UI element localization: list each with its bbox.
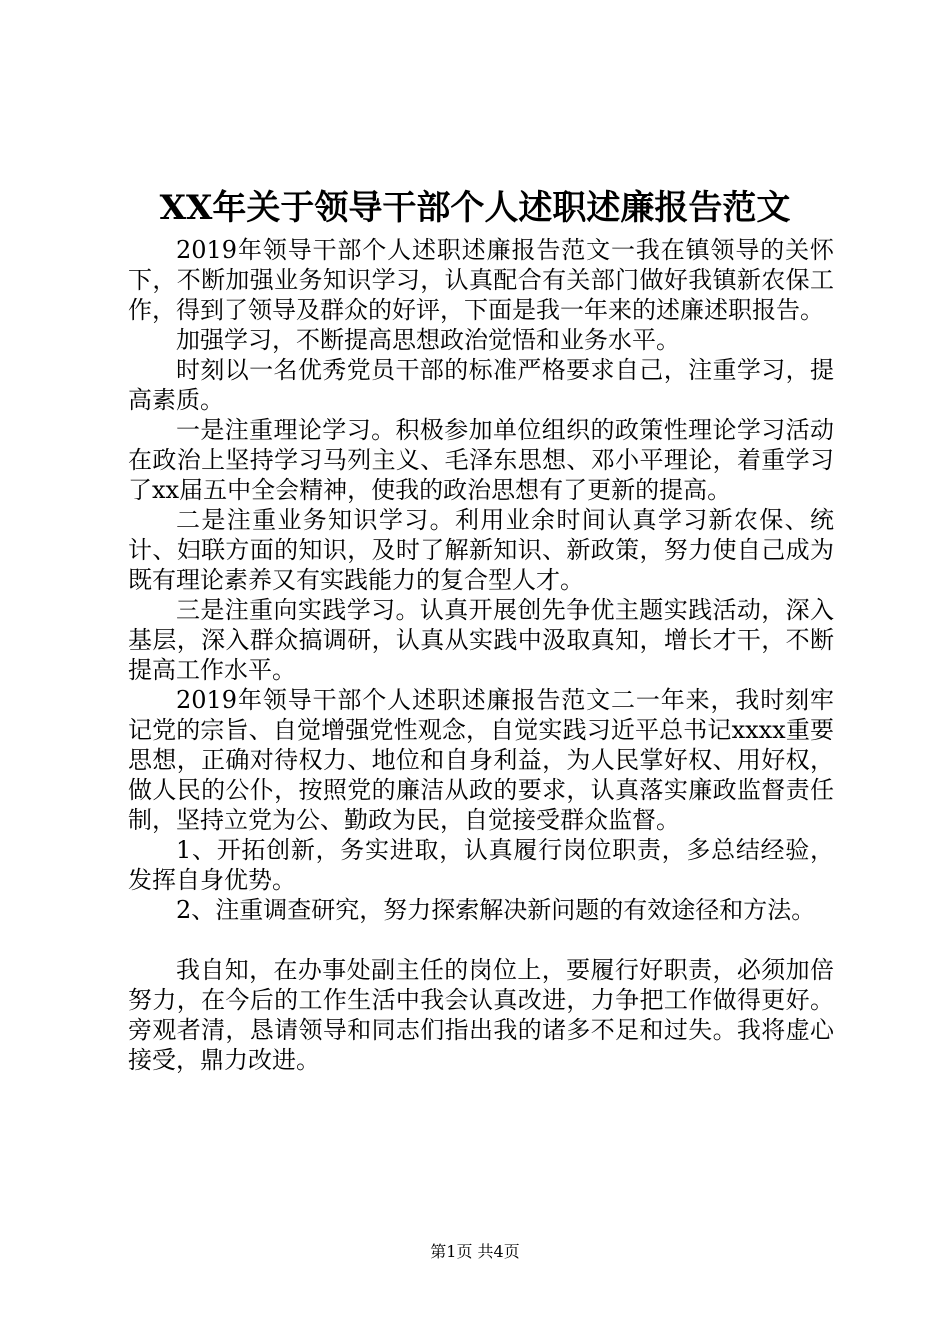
page-number-footer: 第1页 共4页 (430, 1242, 520, 1261)
paragraph-point-two: 2、注重调查研究，努力探索解决新问题的有效途径和方法。 (176, 896, 816, 924)
paragraph-self-discipline: 时刻以一名优秀党员干部的标准严格要求自己，注重学习，提高素质。 (128, 356, 834, 414)
paragraph-intro: 2019年领导干部个人述职述廉报告范文一我在镇领导的关怀下，不断加强业务知识学习，认真配合有关部门做好我镇新农保工作，得到了领导及群众的好评，下面是我一年来的述廉述职报告。 (128, 236, 834, 324)
paragraph-business-study: 二是注重业务知识学习。利用业余时间认真学习新农保、统计、妇联方面的知识，及时了解新知识、新政策，努力使自己成为既有理论素养又有实践能力的复合型人才。 (128, 506, 834, 594)
paragraph-theory-study: 一是注重理论学习。积极参加单位组织的政策性理论学习活动在政治上坚持学习马列主义、毛泽东思想、邓小平理论，着重学习了xx届五中全会精神，使我的政治思想有了更新的提高。 (128, 416, 834, 504)
document-body (128, 235, 834, 1075)
paragraph-study-heading: 加强学习，不断提高思想政治觉悟和业务水平。 (176, 326, 680, 354)
paragraph-sample-two: 2019年领导干部个人述职述廉报告范文二一年来，我时刻牢记党的宗旨、自觉增强党性观念，自觉实践习近平总书记xxxx重要思想，正确对待权力、地位和自身利益，为人民掌好权、用好权，做人民的公仆，按照党的廉洁从政的要求，认真落实廉政监督责任制，坚持立党为公、勤政为民，自觉接受群众监督。 (128, 686, 834, 834)
paragraph-point-one: 1、开拓创新，务实进取，认真履行岗位职责，多总结经验，发挥自身优势。 (128, 836, 834, 894)
document-title: XX年关于领导干部个人述职述廉报告范文 (159, 188, 791, 228)
paragraph-conclusion: 我自知，在办事处副主任的岗位上，要履行好职责，必须加倍努力，在今后的工作生活中我会认真改进，力争把工作做得更好。旁观者清，恳请领导和同志们指出我的诸多不足和过失。我将虚心接受，鼎力改进。 (128, 956, 834, 1074)
paragraph-practice-study: 三是注重向实践学习。认真开展创先争优主题实践活动，深入基层，深入群众搞调研，认真从实践中汲取真知，增长才干，不断提高工作水平。 (128, 596, 834, 684)
